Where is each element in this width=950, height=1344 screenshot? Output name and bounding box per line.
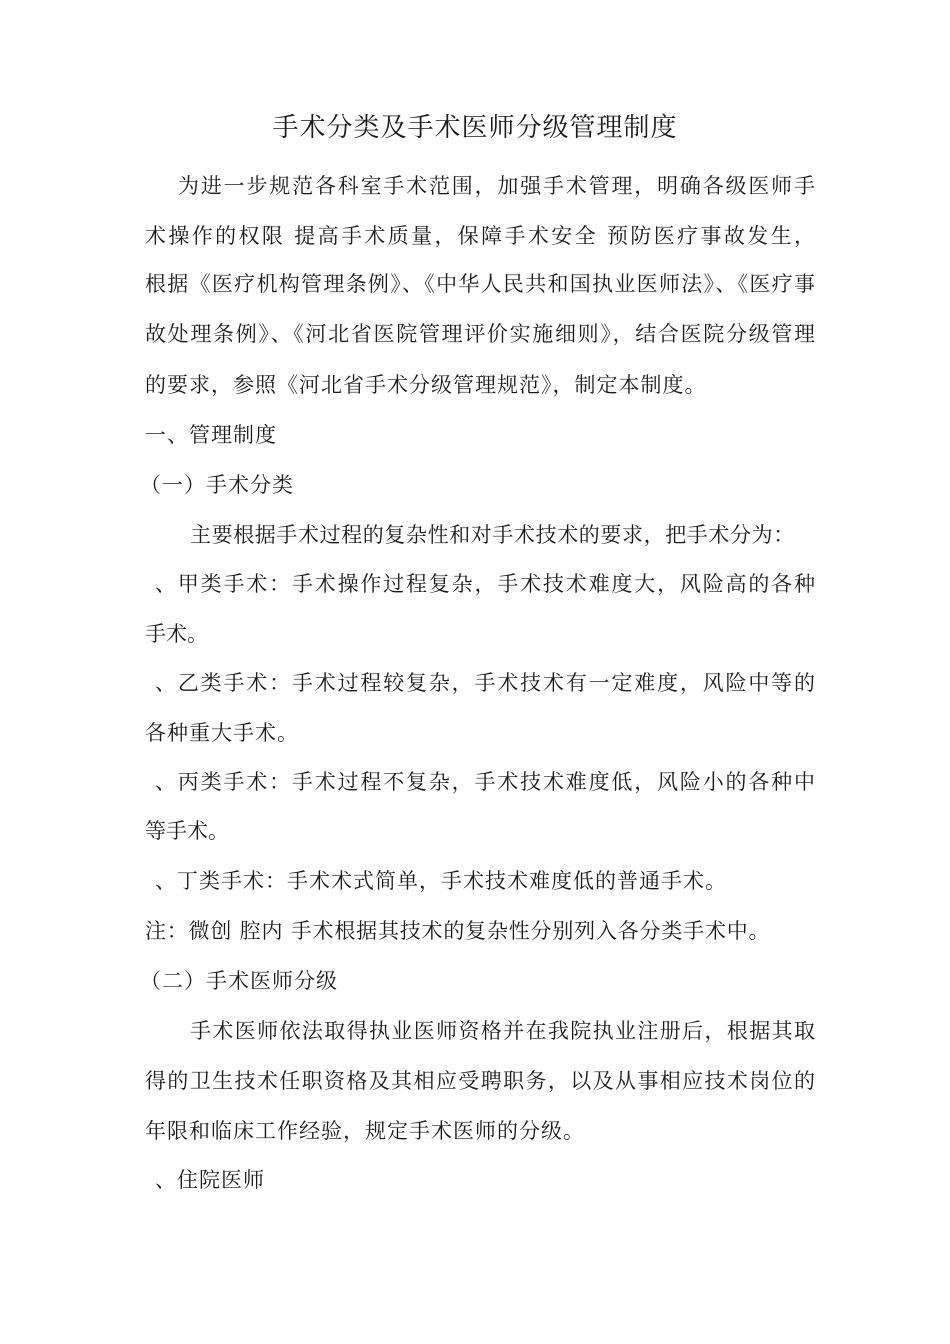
paragraph-line: 等手术。 [145, 819, 229, 843]
paragraph-line: 年限和临床工作经验，规定手术医师的分级。 [145, 1119, 585, 1143]
paragraph-line: 根据《医疗机构管理条例》、《中华人民共和国执业医师法》、《医疗事 [145, 272, 815, 296]
list-item: 、甲类手术：手术操作过程复杂，手术技术难度大，风险高的各种 [155, 572, 815, 596]
paragraph-line: 手术。 [145, 622, 208, 646]
subsection-heading: （二）手术医师分级 [140, 969, 338, 993]
document-title: 手术分类及手术医师分级管理制度 [272, 113, 678, 143]
paragraph-line: 主要根据手术过程的复杂性和对手术技术的要求，把手术分为： [190, 523, 795, 547]
list-item: 、丙类手术：手术过程不复杂，手术技术难度低，风险小的各种中 [155, 770, 815, 794]
note-line: 注：微创 腔内 手术根据其技术的复杂性分别列入各分类手术中。 [145, 919, 771, 943]
paragraph-line: 得的卫生技术任职资格及其相应受聘职务，以及从事相应技术岗位的 [145, 1069, 815, 1093]
paragraph-line: 各种重大手术。 [145, 721, 299, 745]
paragraph-line: 手术医师依法取得执业医师资格并在我院执业注册后，根据其取 [190, 1019, 815, 1043]
list-item: 、住院医师 [155, 1168, 265, 1192]
section-heading: 一、管理制度 [145, 423, 277, 447]
subsection-heading: （一）手术分类 [140, 473, 294, 497]
paragraph-line: 术操作的权限 提高手术质量，保障手术安全 预防医疗事故发生， [145, 224, 815, 248]
list-item: 、丁类手术：手术术式简单，手术技术难度低的普通手术。 [155, 869, 727, 893]
list-item: 、乙类手术：手术过程较复杂，手术技术有一定难度，风险中等的 [155, 671, 815, 695]
paragraph-line: 的要求，参照《河北省手术分级管理规范》，制定本制度。 [145, 373, 707, 397]
paragraph-line: 为进一步规范各科室手术范围，加强手术管理，明确各级医师手 [178, 174, 815, 198]
paragraph-line: 故处理条例》、《河北省医院管理评价实施细则》，结合医院分级管理 [145, 322, 815, 346]
